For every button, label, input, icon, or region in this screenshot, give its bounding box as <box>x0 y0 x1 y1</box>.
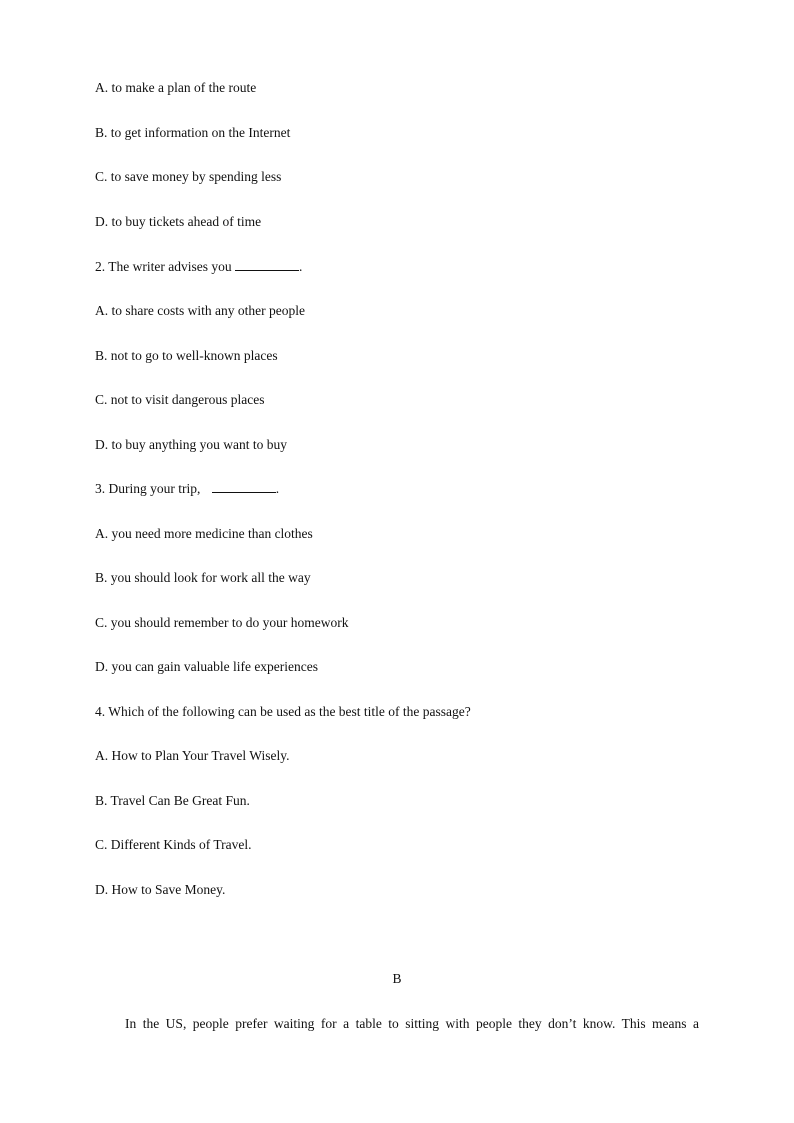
q3-stem-end: . <box>275 481 280 496</box>
q2-stem-text: 2. The writer advises you <box>95 259 232 274</box>
q2-option-b: B. not to go to well-known places <box>95 348 278 363</box>
section-b-paragraph: In the US, people prefer waiting for a table to sitting with people they don’t know. This means a <box>125 1016 699 1031</box>
q1-option-b: B. to get information on the Internet <box>95 125 291 140</box>
q3-stem-text: 3. During your trip, <box>95 481 201 496</box>
q2-option-a: A. to share costs with any other people <box>95 303 305 318</box>
q3-option-a: A. you need more medicine than clothes <box>95 526 313 541</box>
q4-stem: 4. Which of the following can be used as the best title of the passage? <box>95 704 471 719</box>
q2-answer-blank <box>235 258 299 271</box>
q2-stem-end: . <box>298 259 303 274</box>
q4-option-b: B. Travel Can Be Great Fun. <box>95 793 250 808</box>
q3-option-c: C. you should remember to do your homework <box>95 615 349 630</box>
q1-option-c: C. to save money by spending less <box>95 169 282 184</box>
q3-option-b: B. you should look for work all the way <box>95 570 311 585</box>
q3-answer-blank <box>212 480 276 493</box>
q1-option-d: D. to buy tickets ahead of time <box>95 214 262 229</box>
q3-stem <box>95 480 279 498</box>
q4-option-d: D. How to Save Money. <box>95 882 226 897</box>
q4-option-a: A. How to Plan Your Travel Wisely. <box>95 748 290 763</box>
q2-option-c: C. not to visit dangerous places <box>95 392 265 407</box>
q2-option-d: D. to buy anything you want to buy <box>95 437 287 452</box>
q4-option-c: C. Different Kinds of Travel. <box>95 837 252 852</box>
section-heading-b: B <box>392 971 402 986</box>
q1-option-a: A. to make a plan of the route <box>95 80 257 95</box>
q2-stem <box>95 258 302 276</box>
q3-option-d: D. you can gain valuable life experiences <box>95 659 319 674</box>
